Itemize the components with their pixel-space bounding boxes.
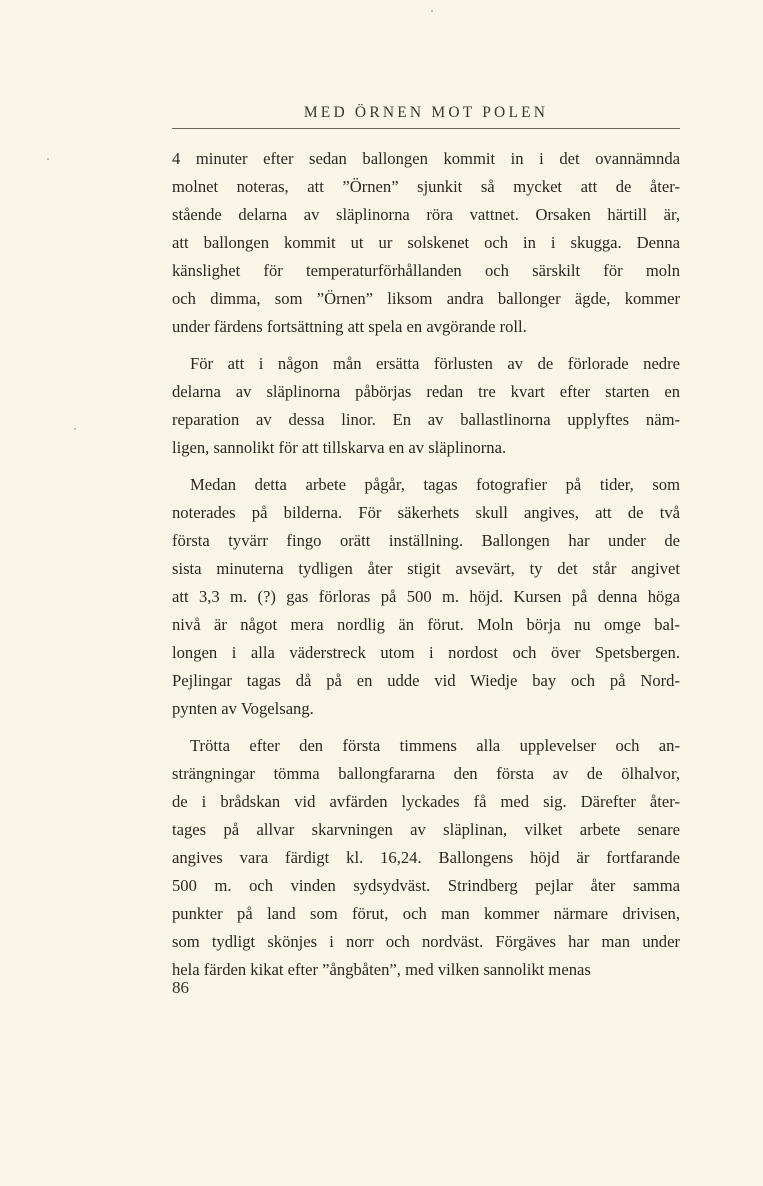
text-line: hela färden kikat efter ”ångbåten”, med vilken sannolikt menas (172, 960, 591, 979)
text-line: Pejlingar tagas då på en udde vid Wiedje bay och på Nord- (172, 671, 680, 690)
text-line: delarna av släplinorna påbörjas redan tre kvart efter starten en (172, 382, 680, 401)
text-line: under färdens fortsättning att spela en avgörande roll. (172, 317, 527, 336)
text-line: sista minuterna tydligen åter stigit avsevärt, ty det står angivet (172, 559, 680, 578)
text-line: angives vara färdigt kl. 16,24. Ballongens höjd är fortfarande (172, 848, 680, 867)
text-line: Trötta efter den första timmens alla upplevelser och an- (190, 736, 680, 755)
text-line: att 3,3 m. (?) gas förloras på 500 m. höjd. Kursen på denna höga (172, 587, 680, 606)
paragraph-gap (172, 723, 680, 732)
text-line: ligen, sannolikt för att tillskarva en av släplinorna. (172, 438, 507, 457)
text-line: stående delarna av släplinorna röra vattnet. Orsaken härtill är, (172, 205, 680, 224)
text-line: pynten av Vogelsang. (172, 699, 314, 718)
paper-speck (47, 158, 49, 160)
paper-speck (431, 10, 433, 12)
text-line: longen i alla väderstreck utom i nordost och över Spetsbergen. (172, 643, 680, 662)
text-line: att ballongen kommit ut ur solskenet och in i skugga. Denna (172, 233, 680, 252)
text-line: För att i någon mån ersätta förlusten av de förlorade nedre (190, 354, 680, 373)
text-line: strängningar tömma ballongfararna den första av de ölhalvor, (172, 764, 680, 783)
body-text (172, 145, 680, 984)
header-rule (172, 128, 680, 129)
text-line: känslighet för temperaturförhållanden och särskilt för moln (172, 261, 680, 280)
paragraph-gap (172, 341, 680, 350)
paragraph (172, 732, 680, 984)
text-line: 4 minuter efter sedan ballongen kommit in i det ovannämnda (172, 149, 680, 168)
text-line: reparation av dessa linor. En av ballastlinorna upplyftes näm- (172, 410, 680, 429)
text-line: och dimma, som ”Örnen” liksom andra ballonger ägde, kommer (172, 289, 680, 308)
paragraph (172, 471, 680, 723)
text-line: Medan detta arbete pågår, tagas fotografier på tider, som (190, 475, 680, 494)
text-line: de i brådskan vid avfärden lyckades få med sig. Därefter åter- (172, 792, 680, 811)
text-line: tages på allvar skarvningen av släplinan, vilket arbete senare (172, 820, 680, 839)
paragraph (172, 350, 680, 462)
paper-speck (74, 428, 76, 430)
text-line: första tyvärr fingo orätt inställning. Ballongen har under de (172, 531, 680, 550)
running-head: MED ÖRNEN MOT POLEN (303, 104, 549, 121)
text-line: punkter på land som förut, och man kommer närmare drivisen, (172, 904, 680, 923)
page-number: 86 (172, 978, 189, 997)
text-line: molnet noteras, att ”Örnen” sjunkit så mycket att de åter- (172, 177, 680, 196)
text-line: 500 m. och vinden sydsydväst. Strindberg pejlar åter samma (172, 876, 680, 895)
text-line: som tydligt skönjes i norr och nordväst. Förgäves har man under (172, 932, 680, 951)
text-line: nivå är något mera nordlig än förut. Moln börja nu omge bal- (172, 615, 680, 634)
paragraph (172, 145, 680, 341)
paragraph-gap (172, 462, 680, 471)
text-line: noterades på bilderna. För säkerhets skull angives, att de två (172, 503, 680, 522)
